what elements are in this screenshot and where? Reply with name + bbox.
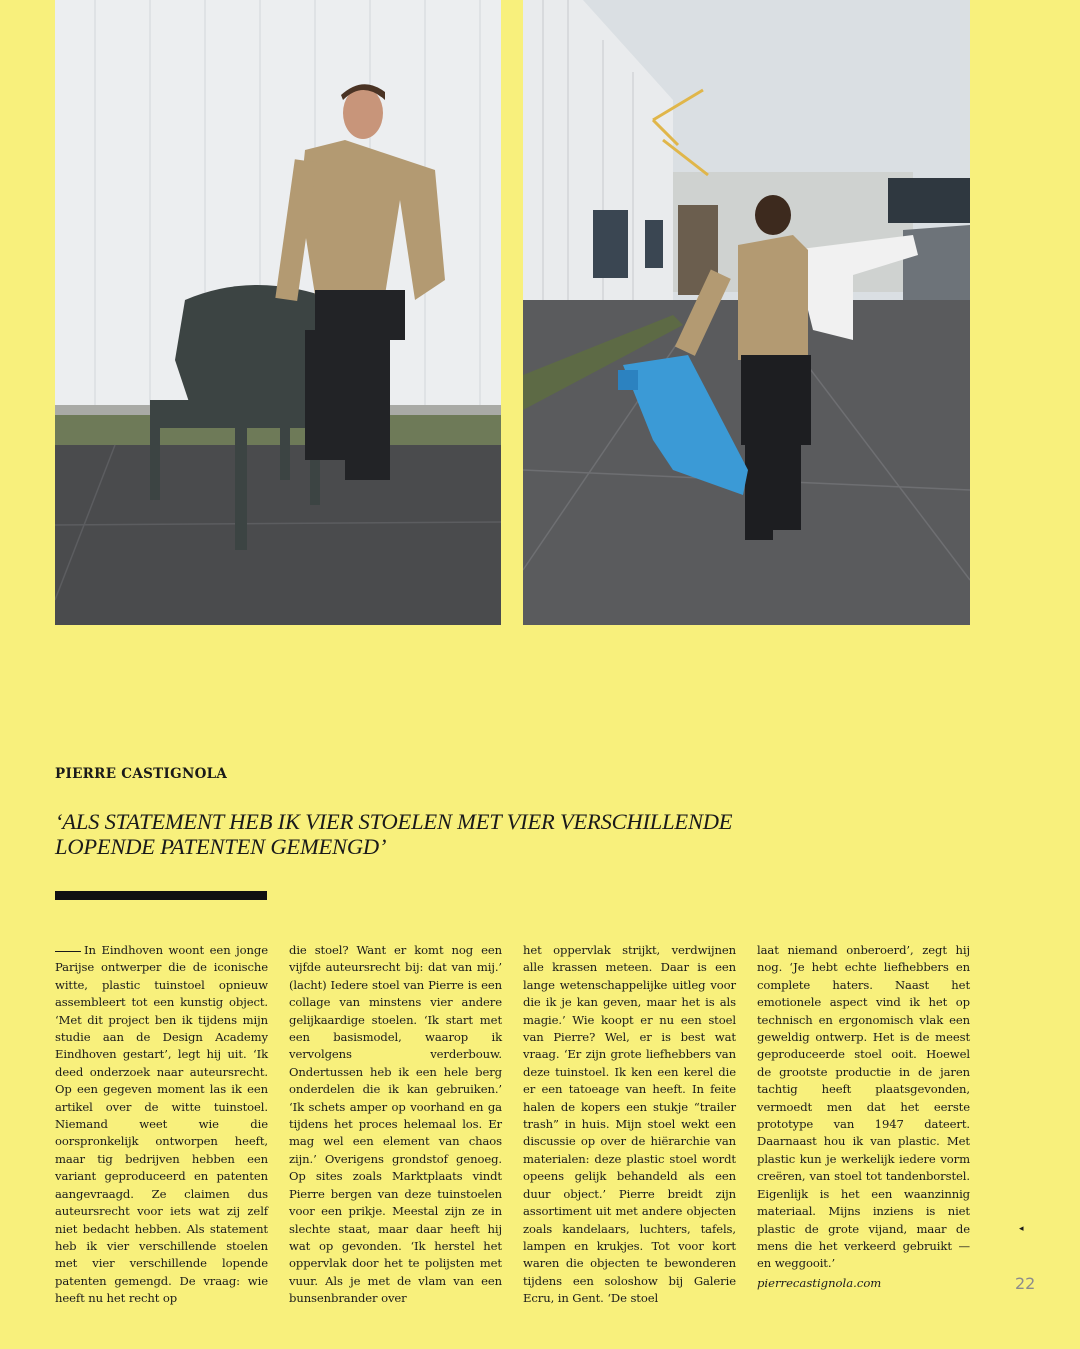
body-text-3: het oppervlak strijkt, verdwijnen alle krassen meteen. Daar is een lange wetenschappelijke uitleg voor die ik je kan geven, maar het is als magie.’ Wie koopt er nu een stoel van Pierre? Wel, er is best wat vraag. ‘Er zijn grote liefhebbers van deze tuinstoel. Ik ken een kerel die er een tatoeage van heeft. In feite halen de kopers een stukje “trailer trash” in huis. Mijn stoel wekt een discussie op over de hiërarchie van materialen: deze plastic stoel wordt opeens gelijk behandeld als een duur object.’ Pierre breidt zijn assortiment uit met andere objecten zoals kandelaars, luchters, tafels, lampen en krukjes. Tot voor kort waren die objecten te bewonderen tijdens een soloshow bij Galerie Ecru, in Gent. ‘De stoel (523, 943, 736, 1306)
photo-designer-carrying-chairs (523, 0, 970, 625)
body-column-1 (55, 942, 268, 1308)
article-headline: ‘ALS STATEMENT HEB IK VIER STOELEN MET VIER VERSCHILLENDE LOPENDE PATENTEN GEMENGD’ (55, 809, 733, 859)
body-column-2 (289, 942, 502, 1308)
end-of-article-marker: ◂ (1019, 1224, 1024, 1234)
body-column-3 (523, 942, 736, 1308)
body-text-2: die stoel? Want er komt nog een vijfde auteursrecht bij: dat van mij.’ (lacht) Iedere stoel van Pierre is een collage van minstens vier andere gelijkaardige stoelen. ‘Ik start met een basismodel, waarop ik vervolgens verderbouw. Ondertussen heb ik een hele berg onderdelen die ik kan gebruiken.’ ‘Ik schets amper op voorhand en ga tijdens het proces helemaal los. Er mag wel een element van chaos zijn.’ Overigens grondstof genoeg. Op sites zoals Marktplaats vindt Pierre bergen van deze tuinstoelen voor een prikje. Meestal zijn ze in slechte staat, maar daar heeft hij wat op gevonden. ‘Ik herstel het oppervlak door het te polijsten met vuur. Als je met de vlam van een bunsenbrander over (289, 943, 502, 1306)
article-kicker: PIERRE CASTIGNOLA (55, 766, 228, 782)
page-number: 22 (1015, 1274, 1036, 1293)
body-text-1: In Eindhoven woont een jonge Parijse ontwerper die de iconische witte, plastic tuinstoel opnieuw assembleert tot een kunstig object. ‘Met dit project ben ik tijdens mijn studie aan de Design Academy Eindhoven gestart’, legt hij uit. ‘Ik deed onderzoek naar auteursrecht. Op een gegeven moment las ik een artikel over de witte tuinstoel. Niemand weet wie die oorspronkelijk ontworpen heeft, maar tig bedrijven hebben een variant geproduceerd en patenten aangevraagd. Ze claimen dus auteursrecht voor iets wat zij zelf niet bedacht hebben. Als statement heb ik vier verschillende stoelen met vier verschillende lopende patenten gemengd. De vraag: wie heeft nu het recht op (55, 943, 268, 1306)
body-text-4: laat niemand onberoerd’, zegt hij nog. ‘Je hebt echte liefhebbers en complete haters. Naast het emotionele aspect vind ik het op technisch en ergonomisch vlak een geweldig ontwerp. Het is de meest geproduceerde stoel ooit. Hoewel de grootste productie in de jaren tachtig heeft plaatsgevonden, vermoedt men dat het eerste prototype van 1947 dateert. Daarnaast hou ik van plastic. Met plastic kun je werkelijk iedere vorm creëren, van stoel tot tandenborstel. Eigenlijk is het een waanzinnig materiaal. Mijns inziens is niet plastic de grote vijand, maar de mens die het verkeerd gebruikt — en weggooit.’ (757, 943, 970, 1271)
website-link[interactable]: pierrecastignola.com (757, 1276, 882, 1290)
headline-rule (55, 891, 267, 900)
photo-designer-with-chair (55, 0, 501, 625)
em-dash-rule (55, 951, 81, 952)
body-column-4 (757, 942, 970, 1273)
